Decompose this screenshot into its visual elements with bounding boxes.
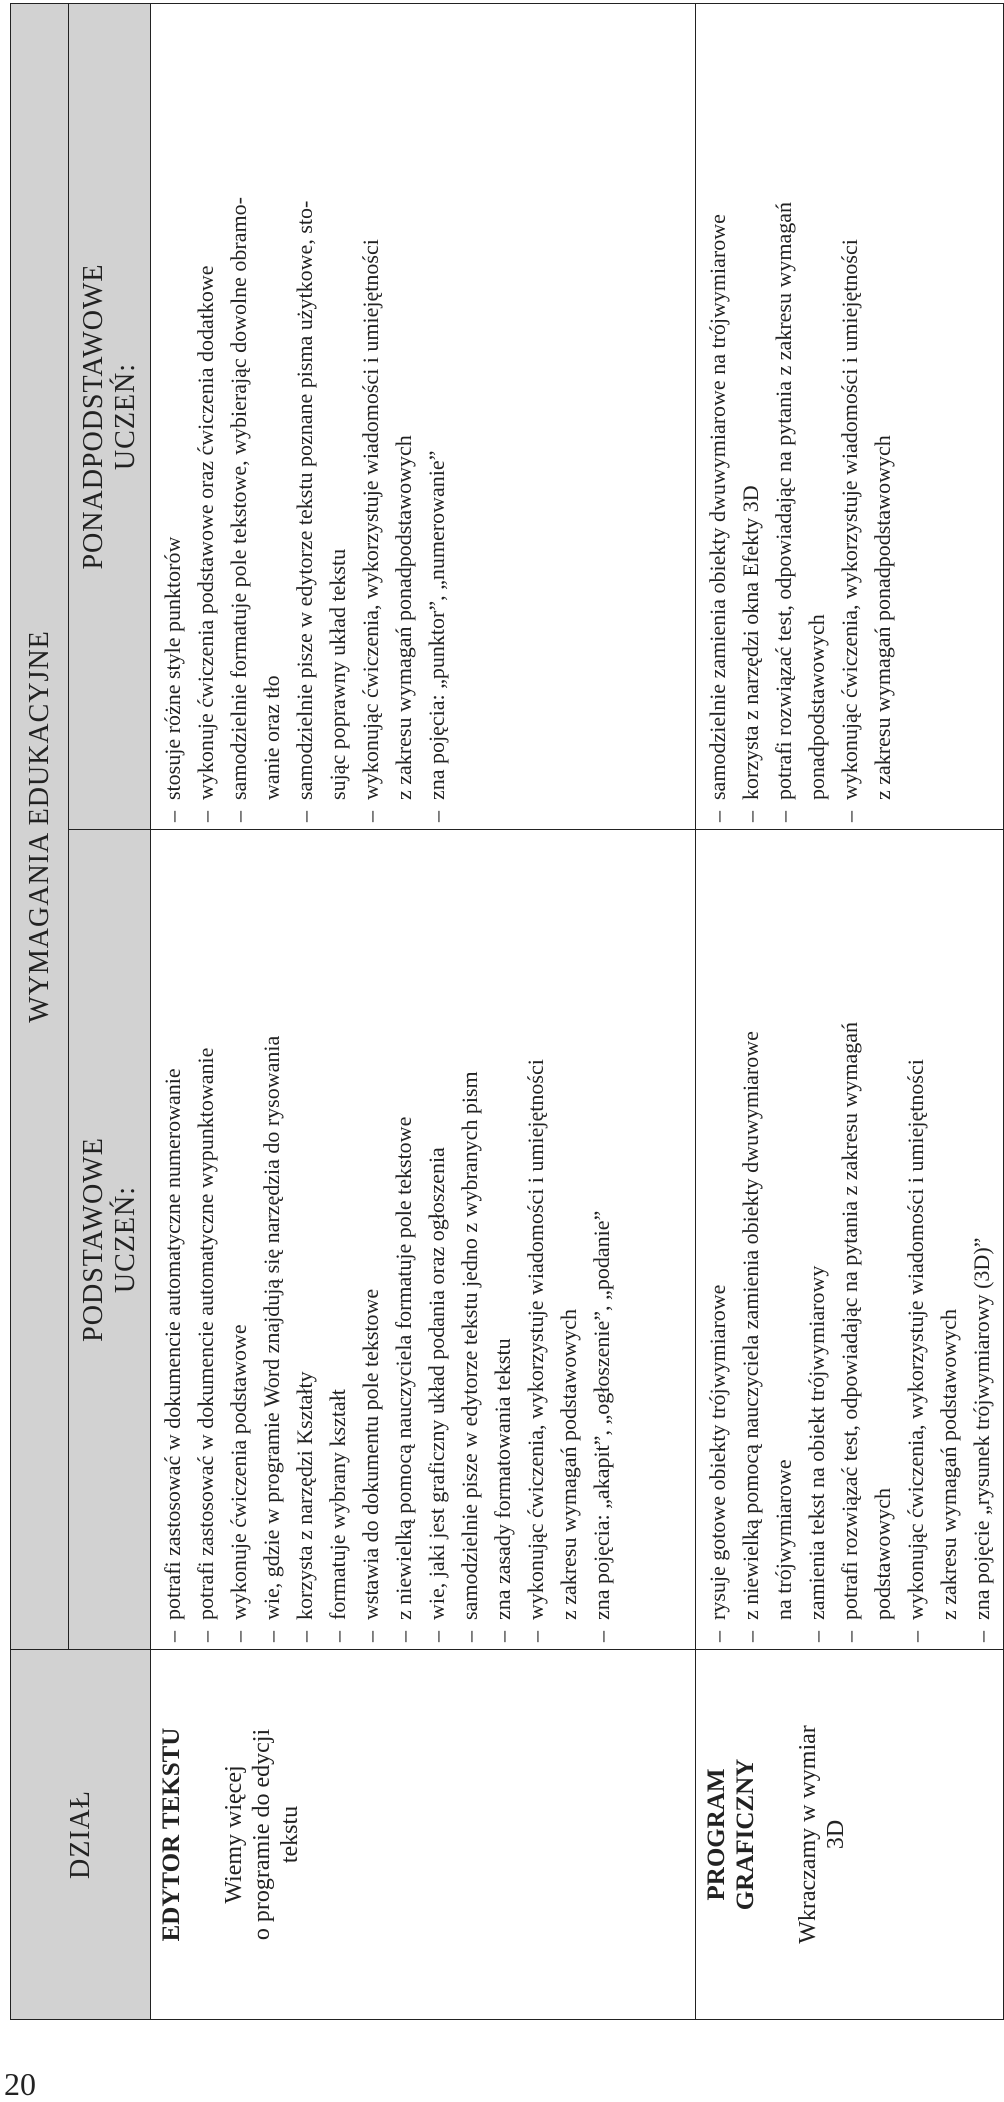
list-item: – samodzielnie formatuje pole tekstowe, wybierając dowolne obramo- wanie oraz tło [222,13,288,800]
list-item: – korzysta z narzędzi Kształty [288,839,321,1620]
list-item: – potrafi zastosować w dokumencie automatyczne numerowanie [156,839,189,1620]
podstawowe-cell [696,830,1004,1650]
list-item: – z niewielką pomocą nauczyciela zamienia obiekty dwuwymiarowe na trójwymiarowe [734,839,800,1620]
header-podstawowe: PODSTAWOWE UCZEŃ: [69,830,151,1650]
list-item: – wykonuje ćwiczenia podstawowe [222,839,255,1620]
list-item: – wykonuje ćwiczenia podstawowe oraz ćwiczenia dodatkowe [189,13,222,800]
table-row [151,4,696,2020]
table-body [151,4,1004,2020]
requirements-list [697,831,1002,1648]
section-subtitle: Wiemy więcej o programie do edycji tekstu [221,1728,303,1941]
list-item: – zamienia tekst na obiekt trójwymiarowy [800,839,833,1620]
list-item: – samodzielnie pisze w edytorze tekstu poznane pisma użytkowe, sto- sując poprawny układ tekstu [288,13,354,800]
list-item: – zna zasady formatowania tekstu [486,839,519,1620]
list-item: – potrafi rozwiązać test, odpowiadając na pytania z zakresu wymagań ponadpodstawowych [767,13,833,800]
list-item: – zna pojęcia: „akapit”, „ogłoszenie”, „podanie” [585,839,618,1620]
requirements-table [10,3,1004,2020]
list-item: – wykonując ćwiczenia, wykorzystuje wiadomości i umiejętności z zakresu wymagań podstawowych [519,839,585,1620]
header-wymagania-edukacyjne: WYMAGANIA EDUKACYJNE [11,4,69,1650]
list-item: – wie, gdzie w programie Word znajdują się narzędzia do rysowania [255,839,288,1620]
ponadpodstawowe-cell [151,4,696,830]
list-item: – formatuje wybrany kształt [321,839,354,1620]
list-item: – wie, jaki jest graficzny układ podania oraz ogłoszenia [420,839,453,1620]
dzial-cell [151,1650,696,2020]
list-item: – potrafi rozwiązać test, odpowiadając na pytania z zakresu wymagań podstawowych [833,839,899,1620]
list-item: – wykonując ćwiczenia, wykorzystuje wiadomości i umiejętności z zakresu wymagań ponadpodstawowych [833,13,899,800]
list-item: – z niewielką pomocą nauczyciela formatuje pole tekstowe [387,839,420,1620]
list-item: – wykonując ćwiczenia, wykorzystuje wiadomości i umiejętności z zakresu wymagań ponadpodstawowych [354,13,420,800]
section-title: EDYTOR TEKSTU [158,1727,185,1942]
list-item: – wstawia do dokumentu pole tekstowe [354,839,387,1620]
page-number: 20 [4,2066,36,2102]
header-dzial: DZIAŁ [11,1650,151,2020]
podstawowe-cell [151,830,696,1650]
list-item: – samodzielnie pisze w edytorze tekstu jedno z wybranych pism [453,839,486,1620]
section-title: PROGRAM GRAFICZNY [703,1758,759,1911]
dzial-cell [696,1650,1004,2020]
list-item: – zna pojęcie „rysunek trójwymiarowy (3D)” [965,839,998,1620]
list-item: – korzysta z narzędzi okna Efekty 3D [734,13,767,800]
section-subtitle: Wkraczamy w wymiar 3D [795,1725,849,1944]
list-item: – potrafi zastosować w dokumencie automatyczne wypunktowanie [189,839,222,1620]
list-item: – zna pojęcia: „punktor”, „numerowanie” [420,13,453,800]
requirements-list [697,5,903,828]
list-item: – wykonując ćwiczenia, wykorzystuje wiadomości i umiejętności z zakresu wymagań podstawowych [899,839,965,1620]
header-ponadpodstawowe: PONADPODSTAWOWE UCZEŃ: [69,4,151,830]
requirements-list [152,831,622,1648]
ponadpodstawowe-cell [696,4,1004,830]
requirements-list [152,5,457,828]
list-item: – samodzielnie zamienia obiekty dwuwymiarowe na trójwymiarowe [701,13,734,800]
table-row [696,4,1004,2020]
list-item: – rysuje gotowe obiekty trójwymiarowe [701,839,734,1620]
list-item: – stosuje różne style punktorów [156,13,189,800]
rotated-requirements-table [10,4,994,2020]
